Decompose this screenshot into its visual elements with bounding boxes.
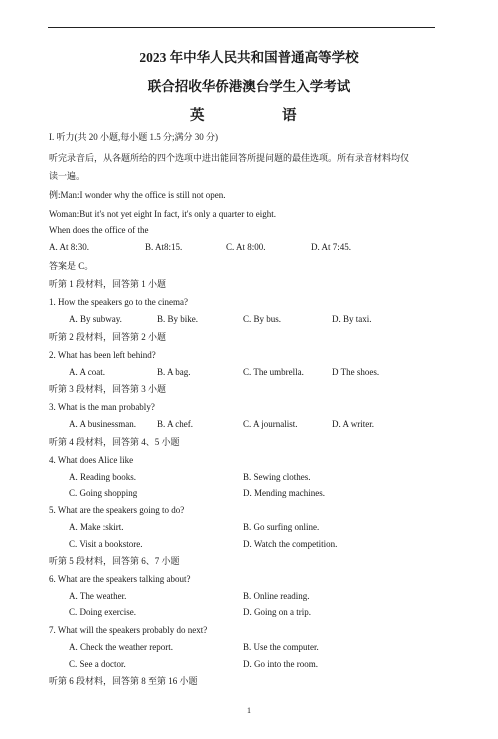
q1-option-a: A. By subway. [69,314,122,324]
example-answer: 答案是 C。 [49,261,94,271]
q3-option-d: D. A writer. [332,419,374,429]
instruction-line-2: 读一遍。 [49,171,86,181]
q4-option-c: C. Going shopping [69,488,138,498]
exam-title-line2: 联合招收华侨港澳台学生入学考试 [147,79,351,94]
q2-option-c: C. The umbrella. [243,367,304,377]
example-option-a: A. At 8:30. [49,242,90,252]
example-question: When does the office of the [49,225,149,235]
q5-option-d: D. Watch the competition. [243,539,338,549]
q7-option-b: B. Use the computer. [243,642,319,652]
q3-option-c: C. A journalist. [243,419,298,429]
question-6: 6. What are the speakers talking about? [49,574,191,584]
q7-option-c: C. See a doctor. [69,659,126,669]
material-4-instruction: 听第 4 段材料，回答第 4、5 小题 [49,437,180,447]
material-1-instruction: 听第 1 段材料，回答第 1 小题 [49,279,167,289]
question-3: 3. What is the man probably? [49,402,155,412]
q5-option-a: A. Make :skirt. [69,522,124,532]
q7-option-a: A. Check the weather report. [69,642,173,652]
example-option-d: D. At 7:45. [311,242,352,252]
q6-option-c: C. Doing exercise. [69,607,136,617]
question-2: 2. What has been left behind? [49,350,156,360]
q7-option-d: D. Go into the room. [243,659,318,669]
q4-option-a: A. Reading books. [69,472,136,482]
q2-option-d: D The shoes. [332,367,380,377]
example-option-b: B. At8:15. [145,242,183,252]
exam-title-line1: 2023 年中华人民共和国普通高等学校 [139,50,359,65]
q1-option-c: C. By bus. [243,314,282,324]
q4-option-b: B. Sewing clothes. [243,472,311,482]
subject-char-1: 英 [190,108,205,124]
question-4: 4. What does Alice like [49,455,134,465]
q3-option-a: A. A businessman. [69,419,137,429]
q6-option-d: D. Going on a trip. [243,607,311,617]
q6-option-b: B. Online reading. [243,591,310,601]
q1-option-b: B. By bike. [157,314,199,324]
example-option-c: C. At 8:00. [226,242,266,252]
q5-option-b: B. Go surfing online. [243,522,320,532]
example-woman: Woman:But it's not yet eight In fact, it's only a quarter to eight. [49,209,276,219]
q3-option-b: B. A chef. [157,419,193,429]
q2-option-a: A. A coat. [69,367,105,377]
q6-option-a: A. The weather. [69,591,127,601]
material-6-instruction: 听第 6 段材料，回答第 8 至第 16 小题 [49,676,198,686]
q5-option-c: C. Visit a bookstore. [69,539,143,549]
material-3-instruction: 听第 3 段材料，回答第 3 小题 [49,384,167,394]
question-1: 1. How the speakers go to the cinema? [49,297,188,307]
instruction-line-1: 听完录音后，从各题所给的四个选项中进出能回答所提问题的最佳选项。所有录音材料均仅 [49,153,410,163]
question-5: 5. What are the speakers going to do? [49,505,185,515]
page-number: 1 [247,706,251,715]
q2-option-b: B. A bag. [157,367,191,377]
question-7: 7. What will the speakers probably do next? [49,625,208,635]
section-heading: I. 听力(共 20 小题,每小题 1.5 分;满分 30 分) [49,132,218,142]
q4-option-d: D. Mending machines. [243,488,325,498]
material-5-instruction: 听第 5 段材料，回答第 6、7 小题 [49,556,180,566]
example-man: 例:Man:I wonder why the office is still not open. [49,190,226,200]
q1-option-d: D. By taxi. [332,314,372,324]
material-2-instruction: 听第 2 段材料，回答第 2 小题 [49,332,167,342]
top-rule [48,27,435,28]
subject-char-2: 语 [282,108,297,124]
